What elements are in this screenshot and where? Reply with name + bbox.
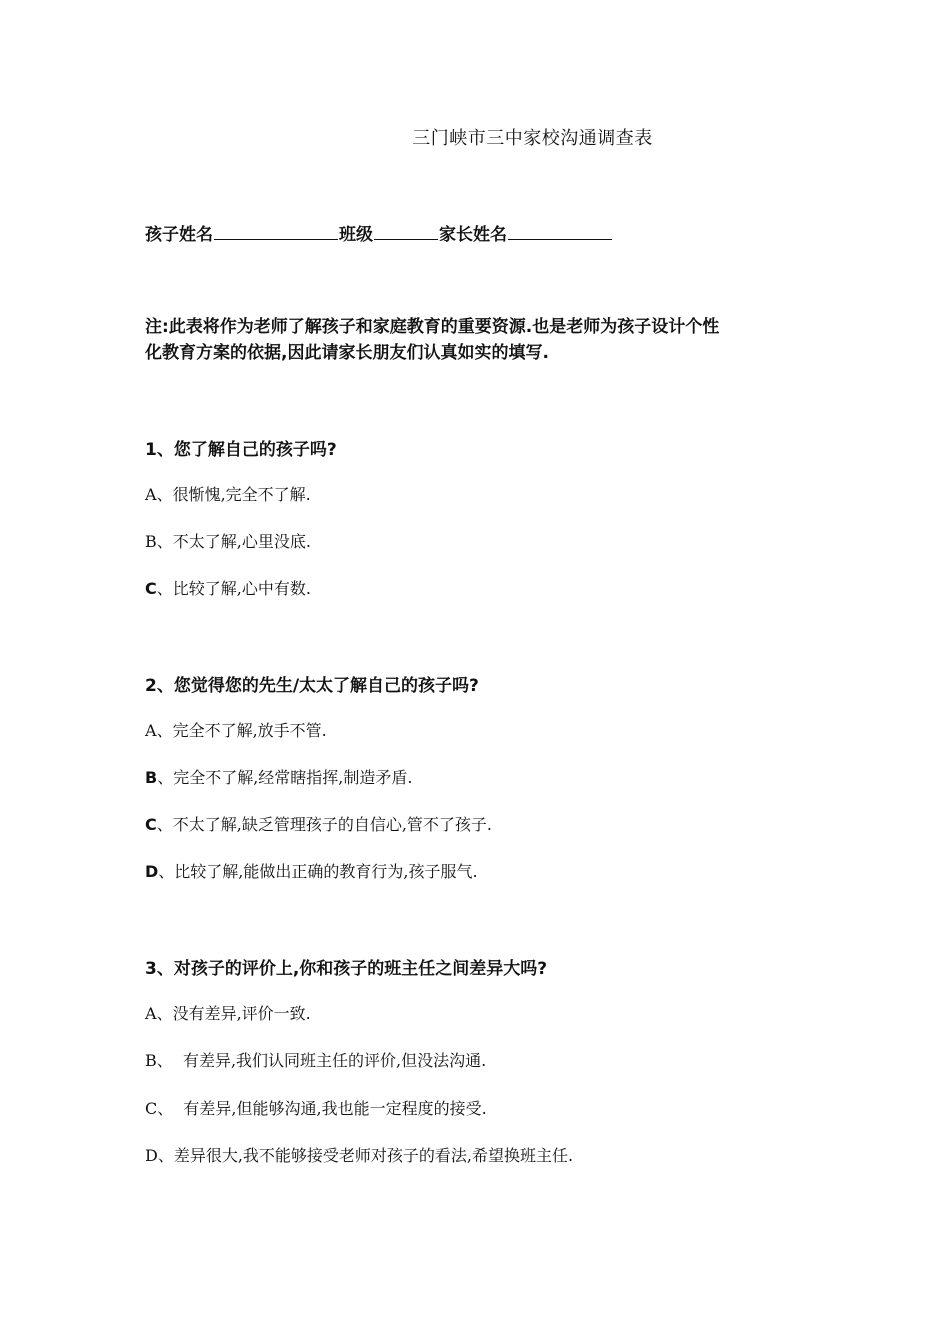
option-letter: C	[145, 579, 157, 598]
option-text: 、不太了解,缺乏管理孩子的自信心,管不了孩子.	[156, 815, 493, 834]
option-letter: B	[145, 1051, 157, 1070]
option-letter: A	[145, 1004, 157, 1023]
option-text: 、完全不了解,放手不管.	[156, 721, 327, 740]
parent-name-label: 家长姓名	[439, 225, 507, 245]
class-blank[interactable]	[374, 223, 438, 240]
option-3b[interactable]	[145, 1048, 845, 1071]
option-letter: D	[145, 862, 159, 881]
option-3d[interactable]	[145, 1143, 845, 1166]
option-text: 、比较了解,心中有数.	[156, 579, 311, 598]
option-text: 、差异很大,我不能够接受老师对孩子的看法,希望换班主任.	[157, 1146, 574, 1165]
option-text: 、 有差异,但能够沟通,我也能一定程度的接受.	[157, 1099, 487, 1118]
option-letter: D	[145, 1146, 158, 1165]
note-line-1: 注:此表将作为老师了解孩子和家庭教育的重要资源.也是老师为孩子设计个性	[145, 317, 720, 337]
option-letter: C	[145, 1099, 158, 1118]
child-name-blank[interactable]	[214, 223, 338, 240]
question-1: 1、您了解自己的孩子吗?	[145, 440, 337, 460]
child-name-label: 孩子姓名	[145, 225, 213, 245]
option-text: 、不太了解,心里没底.	[156, 532, 311, 551]
instruction-note	[145, 314, 805, 366]
option-2b[interactable]	[145, 765, 845, 788]
option-text: 、很惭愧,完全不了解.	[156, 485, 311, 504]
document-title: 三门峡市三中家校沟通调查表	[412, 128, 653, 149]
option-1c[interactable]	[145, 576, 845, 599]
option-text: 、 有差异,我们认同班主任的评价,但没法沟通.	[156, 1051, 487, 1070]
option-2c[interactable]	[145, 812, 845, 835]
option-1b[interactable]	[145, 529, 845, 552]
note-line-2: 化教育方案的依据,因此请家长朋友们认真如实的填写.	[145, 343, 549, 363]
option-1a[interactable]	[145, 482, 845, 505]
option-letter: C	[145, 815, 157, 834]
option-letter: A	[145, 485, 157, 504]
option-text: 、没有差异,评价一致.	[156, 1004, 311, 1023]
question-3: 3、对孩子的评价上,你和孩子的班主任之间差异大吗?	[145, 959, 548, 979]
option-letter: A	[145, 721, 157, 740]
option-text: 、完全不了解,经常瞎指挥,制造矛盾.	[157, 768, 413, 787]
option-3c[interactable]	[145, 1096, 845, 1119]
option-letter: B	[145, 768, 158, 787]
option-3a[interactable]	[145, 1001, 845, 1024]
class-label: 班级	[339, 225, 373, 245]
option-letter: B	[145, 532, 157, 551]
question-2: 2、您觉得您的先生/太太了解自己的孩子吗?	[145, 676, 479, 696]
respondent-info-line	[145, 220, 613, 245]
parent-name-blank[interactable]	[508, 223, 612, 240]
option-2a[interactable]	[145, 718, 845, 741]
option-text: 、比较了解,能做出正确的教育行为,孩子服气.	[158, 862, 478, 881]
option-2d[interactable]	[145, 859, 845, 882]
